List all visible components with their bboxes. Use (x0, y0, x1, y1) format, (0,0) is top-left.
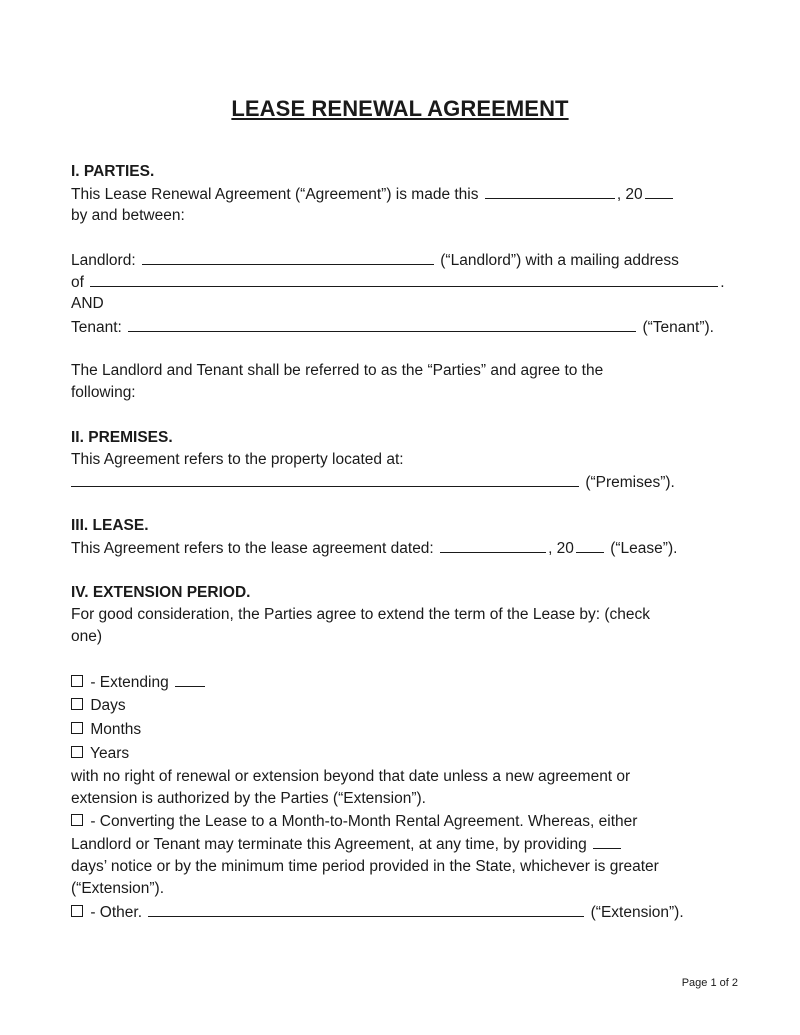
option-years: Years (71, 744, 129, 764)
and-label: AND (71, 295, 104, 312)
years-checkbox[interactable] (71, 746, 83, 758)
premises-address-blank[interactable] (71, 472, 579, 487)
lease-dated-line: This Agreement refers to the lease agreement dated: , 20 (“Lease”). (71, 540, 678, 557)
months-checkbox[interactable] (71, 722, 83, 734)
parties-referred-line-1: The Landlord and Tenant shall be referred to as the “Parties” and agree to the (71, 362, 604, 379)
renewal-line-1: with no right of renewal or extension beyond that date unless a new agreement or (71, 768, 631, 785)
section-heading-lease: III. LEASE. (71, 517, 149, 534)
section-heading-premises: II. PREMISES. (71, 429, 173, 446)
days-checkbox[interactable] (71, 698, 83, 710)
document-title: LEASE RENEWAL AGREEMENT (231, 96, 569, 121)
parties-between-line: by and between: (71, 207, 185, 224)
notice-days-blank[interactable] (593, 834, 621, 849)
converting-line-4: (“Extension”). (71, 880, 165, 897)
extending-count-blank[interactable] (175, 672, 205, 687)
mailing-address-blank[interactable] (90, 272, 718, 287)
page-number: Page 1 of 2 (681, 977, 738, 989)
other-description-blank[interactable] (148, 902, 584, 917)
option-other: - Other. (“Extension”). (71, 902, 684, 923)
converting-checkbox[interactable] (71, 814, 83, 826)
landlord-name-blank[interactable] (142, 250, 434, 265)
option-extending: - Extending (71, 672, 207, 693)
option-converting: - Converting the Lease to a Month-to-Month Rental Agreement. Whereas, either (71, 812, 637, 832)
lease-date-blank[interactable] (440, 538, 546, 553)
year-blank[interactable] (645, 184, 673, 199)
date-day-blank[interactable] (485, 184, 615, 199)
lease-year-blank[interactable] (576, 538, 604, 553)
parties-intro-line: This Lease Renewal Agreement (“Agreement”) is made this , 20 (71, 184, 675, 205)
premises-address-line: (“Premises”). (71, 472, 675, 493)
section-heading-extension: IV. EXTENSION PERIOD. (71, 584, 251, 601)
extension-intro-line-2: one) (71, 628, 103, 645)
tenant-name-blank[interactable] (128, 317, 636, 332)
section-heading-parties: I. PARTIES. (71, 163, 155, 180)
other-checkbox[interactable] (71, 905, 83, 917)
option-months: Months (71, 720, 141, 740)
extension-intro-line-1: For good consideration, the Parties agree to extend the term of the Lease by: (check (71, 606, 651, 623)
renewal-line-2: extension is authorized by the Parties (“Extension”). (71, 790, 426, 807)
option-days: Days (71, 696, 126, 716)
converting-line-3: days’ notice or by the minimum time period provided in the State, whichever is greater (71, 858, 659, 875)
landlord-line: Landlord: (“Landlord”) with a mailing address (71, 252, 679, 269)
converting-line-2: Landlord or Tenant may terminate this Agreement, at any time, by providing (71, 834, 623, 855)
tenant-line: Tenant: (“Tenant”). (71, 319, 714, 336)
extending-checkbox[interactable] (71, 675, 83, 687)
premises-intro-line: This Agreement refers to the property located at: (71, 451, 404, 468)
parties-referred-line-2: following: (71, 384, 136, 401)
mailing-address-line: of . (71, 274, 725, 291)
